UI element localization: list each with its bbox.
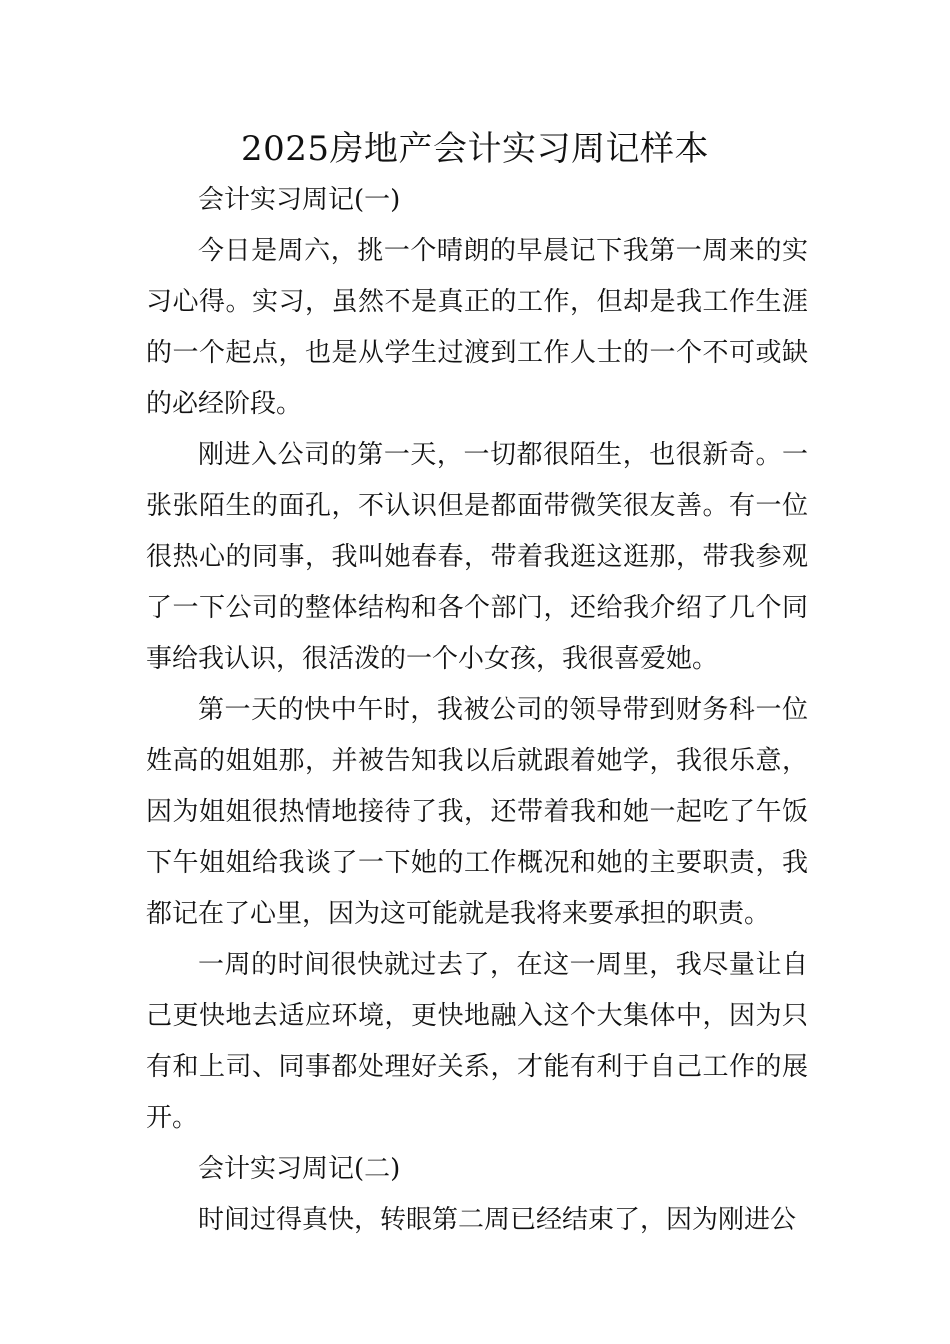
paragraph-4: 一周的时间很快就过去了，在这一周里，我尽量让自己更快地去适应环境，更快地融入这个大集体中，因为只有和上司、同事都处理好关系，才能有利于自己工作的展开。 <box>146 950 808 1133</box>
document-title: 2025房地产会计实习周记样本 <box>240 129 710 169</box>
paragraph-3: 第一天的快中午时，我被公司的领导带到财务科一位姓高的姐姐那，并被告知我以后就跟着她学，我很乐意，因为姐姐很热情地接待了我，还带着我和她一起吃了午饭下午姐姐给我谈了一下她的工作概况和她的主要职责，我都记在了心里，因为这可能就是我将来要承担的职责。 <box>146 695 808 929</box>
section-heading-1: 会计实习周记(一) <box>198 185 401 215</box>
paragraph-5: 时间过得真快，转眼第二周已经结束了，因为刚进公 <box>198 1205 797 1235</box>
paragraph-1: 今日是周六，挑一个晴朗的早晨记下我第一周来的实习心得。实习，虽然不是真正的工作，但却是我工作生涯的一个起点，也是从学生过渡到工作人士的一个不可或缺的必经阶段。 <box>146 236 808 419</box>
section-heading-2: 会计实习周记(二) <box>198 1154 401 1184</box>
paragraph-2: 刚进入公司的第一天，一切都很陌生，也很新奇。一张张陌生的面孔，不认识但是都面带微笑很友善。有一位很热心的同事，我叫她春春，带着我逛这逛那，带我参观了一下公司的整体结构和各个部门，还给我介绍了几个同事给我认识，很活泼的一个小女孩，我很喜爱她。 <box>146 440 808 674</box>
document-body <box>146 175 808 1246</box>
